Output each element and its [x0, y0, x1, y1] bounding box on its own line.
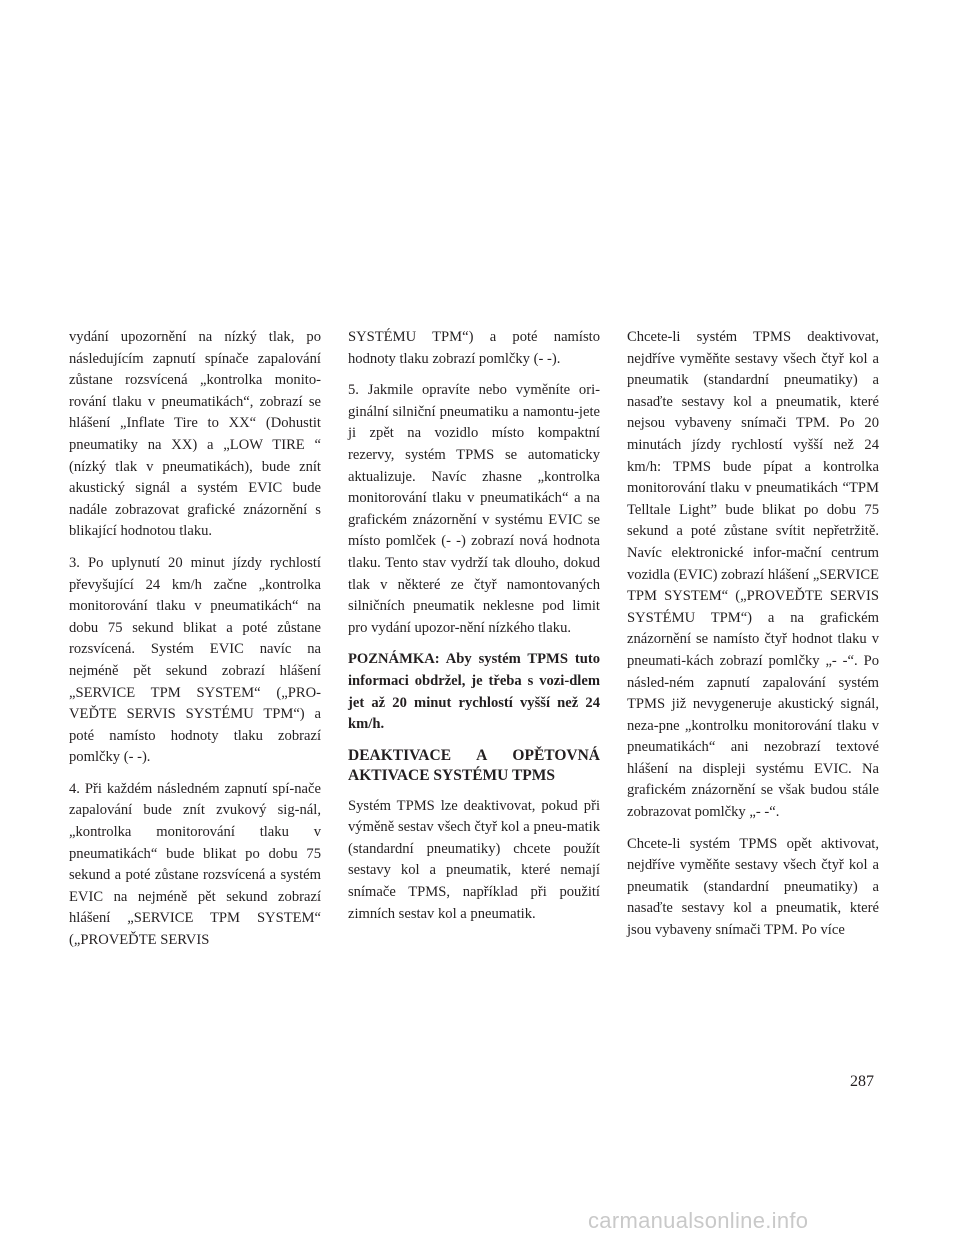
- paragraph: SYSTÉMU TPM“) a poté namísto hodnoty tlaku zobrazí pomlčky (- -).: [348, 329, 600, 367]
- text-column-2: [348, 327, 600, 935]
- note-paragraph: POZNÁMKA: Aby systém TPMS tuto informaci obdržel, je třeba s vozi-dlem jet až 20 minut rychlostí vyšší než 24 km/h.: [348, 651, 600, 733]
- page-number: 287: [850, 1073, 874, 1090]
- watermark: carmanualsonline.info: [588, 1208, 809, 1233]
- paragraph: Chcete-li systém TPMS opět aktivovat, nejdříve vyměňte sestavy všech čtyř kol a pneumatik (standardní pneumatiky) a nasaďte sestavy kol a pneumatik, které jsou vybaveny snímači TPM. Po více: [627, 835, 879, 939]
- paragraph: vydání upozornění na nízký tlak, po následujícím zapnutí spínače zapalování zůstane rozsvícená „kontrolka monito-rování tlaku v pneumatikách“, zobrazí se hlášení „Inflate Tire to XX“ (Dohustit pneumatiky na XX) a „LOW TIRE “ (nízký tlak v pneumatikách), bude znít akustický signál a systém EVIC bude nadále zobrazovat grafické znázornění s blikající hodnotou tlaku.: [69, 329, 321, 540]
- paragraph: 5. Jakmile opravíte nebo vyměníte ori-ginální silniční pneumatiku a namontu-jete ji zpět na vozidlo místo kompaktní rezervy, systém TPMS se automaticky aktualizuje. Navíc zhasne „kontrolka monitorování tlaku v pneumatikách“ a na grafickém znázornění v systému EVIC se místo pomlček (- -) zobrazí nová hodnota tlaku. Tento stav vydrží tak dlouho, dokud tlak v některé ze čtyř namontovaných silničních pneumatik neklesne pod limit pro vydání upozor-nění nízkého tlaku.: [348, 382, 600, 636]
- section-heading: DEAKTIVACE A OPĚTOVNÁ AKTIVACE SYSTÉMU TPMS: [348, 746, 600, 784]
- paragraph: Systém TPMS lze deaktivovat, pokud při výměně sestav všech čtyř kol a pneu-matik (standardní pneumatiky) chcete použít sestavy kol a pneumatik, které nemají snímače TPMS, například při použití zimních sestav kol a pneumatik.: [348, 797, 600, 922]
- paragraph: 4. Při každém následném zapnutí spí-nače zapalování bude znít zvukový sig-nál, „kontrolka monitorování tlaku v pneumatikách“ bude blikat po dobu 75 sekund a poté zůstane rozsvícená a systém EVIC na nejméně pět sekund zobrazí hlášení „SERVICE TPM SYSTEM“ („PROVEĎTE SERVIS: [69, 780, 321, 949]
- paragraph: 3. Po uplynutí 20 minut jízdy rychlostí převyšující 24 km/h začne „kontrolka monitorování tlaku v pneumatikách“ na dobu 75 sekund blikat a poté zůstane rozsvícená. Systém EVIC navíc na nejméně pět sekund zobrazí hlášení „SERVICE TPM SYSTEM“ („PRO-VEĎTE SERVIS SYSTÉMU TPM“) a poté namísto hodnoty tlaku zobrazí pomlčky (- -).: [69, 554, 321, 766]
- text-column-1: [69, 327, 321, 962]
- paragraph: Chcete-li systém TPMS deaktivovat, nejdříve vyměňte sestavy všech čtyř kol a pneumatik (standardní pneumatiky) a nasaďte sestavy kol a pneumatik, které nejsou vybaveny snímači TPM. Po 20 minutách jízdy rychlostí vyšší než 24 km/h: TPMS bude pípat a kontrolka monitorování tlaku v pneumatikách “TPM Telltale Light” bude blikat po dobu 75 sekund a poté zůstane svítit nepřetržitě. Navíc elektronické infor-mační centrum vozidla (EVIC) zobrazí hlášení „SERVICE TPM SYSTEM“ („PROVEĎTE SERVIS SYSTÉMU TPM“) a na grafickém znázornění se namísto čtyř hodnot tlaku v pneumati-kách zobrazí pomlčky „- -“. Po násled-ném zapnutí zapalování systém TPMS již nevygeneruje akustický signál, neza-pne „kontrolku monitorování tlaku v pneumatikách“ ani nezobrazí textové hlášení na displeji systému EVIC. Na grafickém znázornění se však budou stále zobrazovat pomlčky „- -“.: [627, 329, 879, 821]
- text-column-3: [627, 327, 879, 952]
